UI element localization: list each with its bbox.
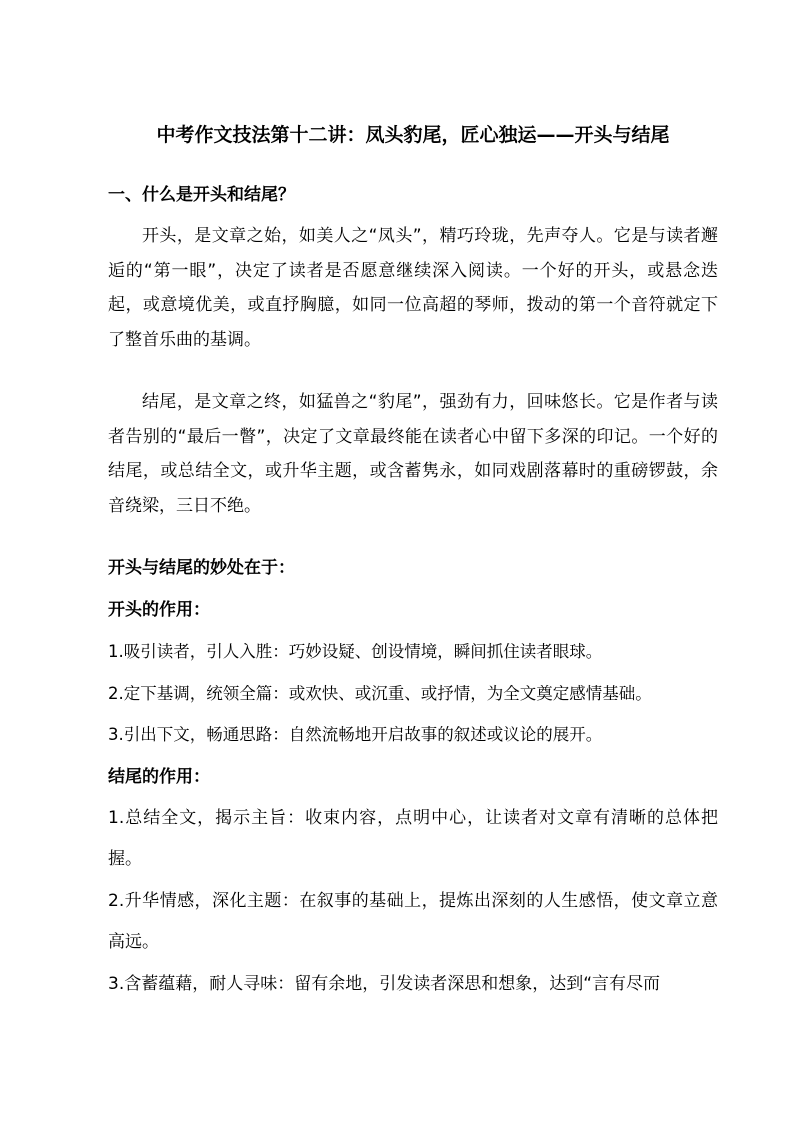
- opening-role-item: 2.定下基调，统领全篇：或欢快、或沉重、或抒情，为全文奠定感情基础。: [108, 684, 652, 703]
- subheading-ending-role: 结尾的作用：: [108, 767, 210, 787]
- subheading-opening-role: 开头的作用：: [108, 600, 210, 620]
- opening-role-item: 3.引出下文，畅通思路：自然流畅地开启故事的叙述或议论的展开。: [108, 725, 603, 744]
- ending-role-item: 3.含蓄蕴藉，耐人寻味：留有余地，引发读者深思和想象，达到“言有尽而: [108, 974, 661, 994]
- section-heading: 一、什么是开头和结尾？: [108, 185, 295, 205]
- paragraph-ending: 结尾，是文章之终，如猛兽之“豹尾”，强劲有力，回味悠长。它是作者与读者告别的“最后一瞥”，决定了文章最终能在读者心中留下多深的印记。一个好的结尾，或总结全文，或升华主题，或含蓄隽永，如同戏剧落幕时的重磅锣鼓，余音绕梁，三日不绝。: [108, 392, 718, 516]
- page-title: 中考作文技法第十二讲：凤头豹尾，匠心独运——开头与结尾: [156, 124, 670, 146]
- subheading-merits: 开头与结尾的妙处在于：: [108, 558, 295, 578]
- opening-role-item: 1.吸引读者，引人入胜：巧妙设疑、创设情境，瞬间抓住读者眼球。: [108, 642, 603, 661]
- paragraph-opening: 开头，是文章之始，如美人之“凤头”，精巧玲珑，先声夺人。它是与读者邂逅的“第一眼”，决定了读者是否愿意继续深入阅读。一个好的开头，或悬念迭起，或意境优美，或直抒胸臆，如同一位高超的琴师，拨动的第一个音符就定下了整首乐曲的基调。: [108, 226, 718, 350]
- ending-role-item: 2.升华情感，深化主题：在叙事的基础上，提炼出深刻的人生感悟，使文章立意高远。: [108, 891, 718, 952]
- ending-role-item: 1.总结全文，揭示主旨：收束内容，点明中心，让读者对文章有清晰的总体把握。: [108, 808, 718, 869]
